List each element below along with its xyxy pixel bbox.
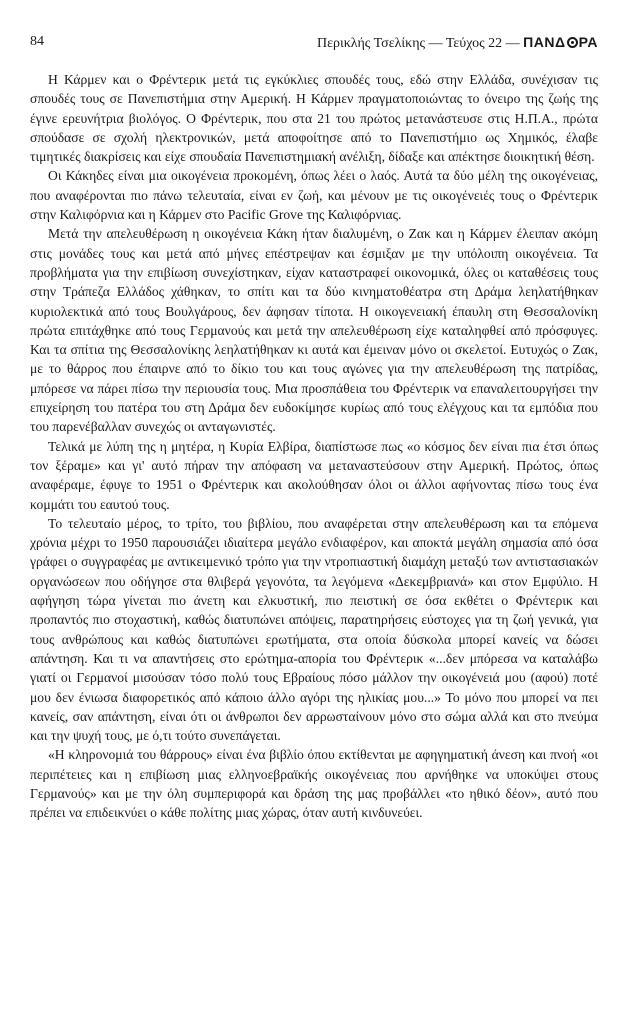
header-separator-2: — xyxy=(505,36,520,51)
paragraph: Οι Κάκηδες είναι μια οικογένεια προκομένη, όπως λέει ο λαός. Αυτά τα δύο μέλη της οικογένειας, που αναφέρονται πιο πάνω τελευταία, είναι εν ζωή, και μένουν με τις οικογένειές τους ο Φρέντερικ στην Καλιφόρνια και η Κάρμεν στο Pacific Grove της Καλιφόρνιας. xyxy=(30,168,598,223)
issue-label: Τεύχος 22 xyxy=(445,36,503,51)
pandora-logo-icon xyxy=(567,37,578,48)
paragraph: Τελικά με λύπη της η μητέρα, η Κυρία Ελβίρα, διαπίστωσε πως «ο κόσμος δεν είναι πια έτσι όπως τον ξέραμε» και γι' αυτό πήραν την απόφαση να μεταναστεύσουν στην Αμερική. Πρώτος, όπως αναφέραμε, έφυγε το 1951 ο Φρέντερικ και ακολούθησαν όλοι οι άλλοι αφήνοντας πίσω τους ένα κομμάτι του εαυτού τους. xyxy=(30,438,598,512)
paragraph: Το τελευταίο μέρος, το τρίτο, του βιβλίου, που αναφέρεται στην απελευθέρωση και τα επόμενα χρόνια μέχρι το 1950 παρουσιάζει ιδιαίτερα μεγάλο ενδιαφέρον, και αποκτά μεγάλη σημασία από όσα γράφει ο συγγραφέας με αντικειμενικό τρόπο για την ντροπιαστική διαμάχη μεταξύ των αντιστασιακών οργανώσεων που οδήγησε στα θλιβερά γεγονότα, τα λεγόμενα «Δεκεμβριανά» και στον Εμφύλιο. Η αφήγηση τώρα γίνεται πιο άνετη και ελκυστική, πιο πειστική σε όσα εκθέτει ο Φρέντερικ και προπαντός πιο στοχαστική, καθώς διατυπώνει απόψεις, παρατηρήσεις εύστοχες για τη ζωή γενικά, για τους ανθρώπους και καθώς διατυπώνει ερωτήματα, στα οποία δύσκολα μπορεί κανείς να δώσει απάντηση. Και τι να απαντήσεις στο ερώτημα-απορία του Φρέντερικ «...δεν μπόρεσα να καταλάβω γιατί οι Γερμανοί μισούσαν τόσο πολύ τους Εβραίους πόσο μάλλον την οικογένειά μου (αφού) ποτέ μου δεν ένιωσα διαφορετικός από κάποιο άλλο αγόρι της ηλικίας μου...» Το μόνο που μπορεί να πει κανείς, σαν απάντηση, είναι ότι οι άνθρωποι δεν αρρωσταίνουν μόνο στο σώμα αλλά και στο πνεύμα και την ψυχή τους, με ό,τι τούτο συνεπάγεται. xyxy=(30,515,598,744)
logo-text-prefix: ΠΑΝΔ xyxy=(523,34,566,50)
author-name: Περικλής Τσελίκης xyxy=(317,36,426,51)
paragraph: «Η κληρονομιά του θάρρους» είναι ένα βιβλίο όπου εκτίθενται με αφηγηματική άνεση και πνοή «οι περιπέτειες και η επιβίωση μιας ελληνοεβραϊκής οικογένειας που αρνήθηκε να υποκύψει στους Γερμανούς» και με την όλη συμπεριφορά και δράση της μας προβάλλει «το ηθικό δέον», αυτό που πρέπει να επιδεικνύει ο κάθε πολίτης μιας χώρας, όταν αυτή κινδυνεύει. xyxy=(30,747,598,821)
page-number: 84 xyxy=(30,34,44,49)
logo-text-suffix: ΡΑ xyxy=(578,34,598,50)
page-header xyxy=(30,30,598,52)
header-separator: — xyxy=(428,36,443,51)
document-page xyxy=(30,30,598,1010)
running-head xyxy=(317,34,598,52)
paragraph: Μετά την απελευθέρωση η οικογένεια Κάκη ήταν διαλυμένη, ο Ζακ και η Κάρμεν έλειπαν ακόμη στις μονάδες τους και μετά από μήνες επέστρεψαν και έσμιξαν με την υπόλοιπη οικογένεια. Τα προβλήματα για την επιβίωση συνεχίστηκαν, είχαν καταστραφεί οικονομικά, όλες οι καταθέσεις τους στην Τράπεζα Ελλάδος χάθηκαν, το σπίτι και τα δύο κινηματοθέατρα στη Δράμα λεηλατήθηκαν κυριολεκτικά από τους Βουλγάρους, δεν άφησαν τίποτα. Η οικογενειακή έπαυλη στη Θεσσαλονίκη πρώτα επιτάχθηκε από τους Γερμανούς και μετά την απελευθέρωση είχε καταληφθεί από πρόσφυγες. Και τα σπίτια της Θεσσαλονίκης λεηλατήθηκαν κι αυτά και έμειναν μόνο οι σκελετοί. Ευτυχώς ο Ζακ, με το θάρρος που έπαιρνε από το δίκιο του και τους αγώνες για την απελευθέρωση της πατρίδας, μπόρεσε να πάρει πίσω την περιουσία τους. Μια προσπάθεια του Φρέντερικ να επαναλειτουργήσει την επιχείρηση του πατέρα του στη Δράμα δεν ευδοκίμησε κυρίως από τους ελέγχους και τα εμπόδια που του παρενέβαλλαν συνεχώς οι ανταγωνιστές. xyxy=(30,226,598,435)
article-body xyxy=(30,70,598,823)
paragraph: Η Κάρμεν και ο Φρέντερικ μετά τις εγκύκλιες σπουδές τους, εδώ στην Ελλάδα, συνέχισαν τις σπουδές τους σε Πανεπιστήμια στην Αμερική. Η Κάρμεν πραγματοποιώντας το όνειρο της ζωής της έγινε ερευνήτρια βιολόγος. Ο Φρέντερικ, που στα 21 του πρώτος μετανάστευσε στις Η.Π.Α., πρώτα σπούδασε σε σχολή ηλεκτρονικών, μετά αποφοίτησε από το Πανεπιστήμιο ως Χημικός, έλαβε τιμητικές διακρίσεις και είχε σπουδαία Πανεπιστημιακή ανέλιξη, δίδαξε και απέκτησε διοικητική θέση. xyxy=(30,72,598,165)
magazine-logo xyxy=(523,34,598,50)
